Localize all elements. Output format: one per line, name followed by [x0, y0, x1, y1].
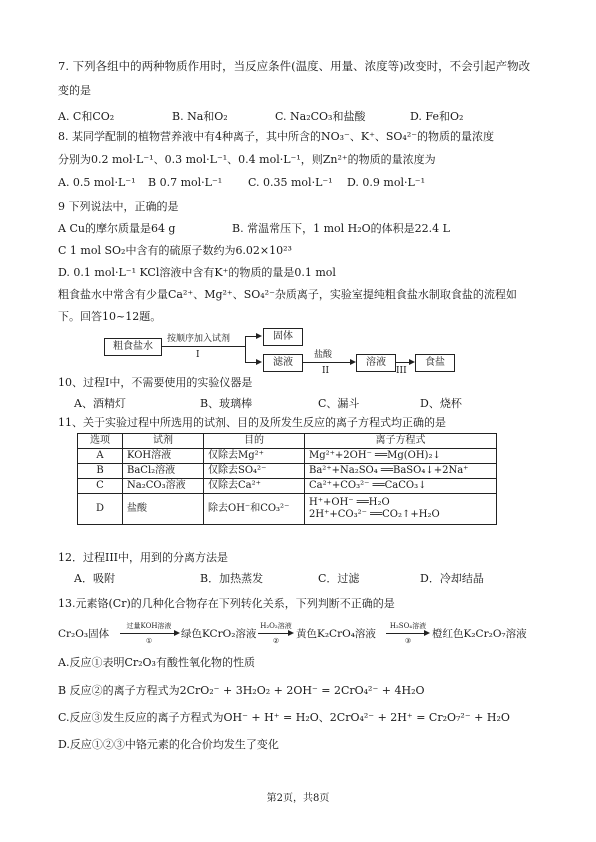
table-cell: 仅除去SO₄²⁻ — [204, 464, 305, 479]
q9-option-a: A Cu的摩尔质量是64 g — [58, 222, 176, 235]
q12-stem: 12．过程III中，用到的分离方法是 — [58, 551, 229, 564]
q12-option-a: A．吸附 — [74, 572, 115, 585]
chain-species-4: 橙红色K₂Cr₂O₇溶液 — [432, 628, 527, 640]
chain-arrowhead-3 — [424, 630, 430, 636]
flow-box-crude-brine: 粗食盐水 — [104, 338, 162, 356]
q12-option-c: C．过滤 — [318, 572, 360, 585]
table-header: 目的 — [204, 434, 305, 449]
chain-condition-2: H₂O₂溶液 — [260, 622, 292, 630]
q9-option-d: D. 0.1 mol·L⁻¹ KCl溶液中含有K⁺的物质的量是0.1 mol — [58, 266, 336, 279]
q7-stem-line2: 变的是 — [58, 84, 91, 97]
q13-stem: 13.元素铬(Cr)的几种化合物存在下列转化关系，下列判断不正确的是 — [58, 597, 395, 610]
flow-arrow-3-step: III — [396, 366, 407, 376]
flow-arrow-1-label: 按顺序加入试剂 — [167, 334, 231, 344]
q10-option-a: A、酒精灯 — [74, 397, 126, 410]
flow-arrow-2-step: II — [322, 366, 330, 376]
table-cell: Ca²⁺+CO₃²⁻ ══CaCO₃↓ — [305, 479, 497, 494]
q10-option-d: D、烧杯 — [420, 397, 462, 410]
table-cell — [305, 494, 497, 525]
q10-option-b: B、玻璃棒 — [200, 397, 253, 410]
flow-arrow-2-label: 盐酸 — [314, 350, 333, 360]
equation-line: 2H⁺+CO₃²⁻ ══CO₂↑+H₂O — [309, 509, 440, 520]
table-cell: D — [78, 494, 123, 525]
q8-option-b: B 0.7 mol·L⁻¹ — [148, 176, 223, 189]
q13-option-a: A.反应①表明Cr₂O₃有酸性氧化物的性质 — [58, 656, 255, 669]
q7-option-a: A. C和CO₂ — [58, 110, 115, 123]
q11-stem: 11、关于实验过程中所选用的试剂、目的及所发生反应的离子方程式均正确的是 — [58, 416, 446, 429]
q10-option-c: C、漏斗 — [318, 397, 360, 410]
flow-arrow-2 — [302, 362, 352, 363]
table-cell: Na₂CO₃溶液 — [123, 479, 204, 494]
q9-stem: 9 下列说法中，正确的是 — [58, 200, 179, 213]
q7-option-c: C. Na₂CO₃和盐酸 — [275, 110, 366, 123]
table-cell: 除去OH⁻和CO₃²⁻ — [204, 494, 305, 525]
chain-species-3: 黄色K₂CrO₄溶液 — [296, 628, 376, 640]
chain-step-1: ① — [145, 637, 153, 645]
q8-option-d: D. 0.9 mol·L⁻¹ — [347, 176, 425, 189]
chain-condition-1: 过量KOH溶液 — [126, 622, 172, 630]
flow-box-solid: 固体 — [263, 328, 303, 346]
q11-table — [77, 433, 497, 525]
q12-option-d: D．冷却结晶 — [420, 572, 484, 585]
intro-line2: 下。回答10~12题。 — [58, 310, 162, 323]
q9-option-b: B. 常温常压下，1 mol H₂O的体积是22.4 L — [232, 222, 450, 235]
flow-branch-line — [245, 336, 246, 362]
intro-line1: 粗食盐水中常含有少量Ca²⁺、Mg²⁺、SO₄²⁻杂质离子，实验室提纯粗食盐水制取食盐的流程如 — [58, 288, 517, 301]
q8-stem-line1: 8. 某同学配制的植物营养液中有4种离子，其中所含的NO₃⁻、K⁺、SO₄²⁻的物质的量浓度 — [58, 130, 495, 143]
chain-arrowhead-1 — [174, 630, 180, 636]
chain-species-1: Cr₂O₃固体 — [58, 628, 110, 640]
flow-box-salt: 食盐 — [415, 354, 455, 372]
equation-line: H⁺+OH⁻ ══H₂O — [309, 497, 390, 508]
q7-stem-line1: 7. 下列各组中的两种物质作用时，当反应条件(温度、用量、浓度等)改变时，不会引起产物改 — [58, 59, 531, 73]
table-cell: 盐酸 — [123, 494, 204, 525]
q8-stem-line2: 分别为0.2 mol·L⁻¹、0.3 mol·L⁻¹、0.4 mol·L⁻¹，则Zn²⁺的物质的量浓度为 — [58, 153, 436, 166]
table-cell: Ba²⁺+Na₂SO₄ ══BaSO₄↓+2Na⁺ — [305, 464, 497, 479]
table-cell: B — [78, 464, 123, 479]
table-header-row — [78, 434, 497, 449]
chain-arrow-2 — [258, 633, 290, 634]
q7-option-d: D. Fe和O₂ — [410, 110, 464, 123]
table-cell: A — [78, 449, 123, 464]
table-cell: Mg²⁺+2OH⁻ ══Mg(OH)₂↓ — [305, 449, 497, 464]
q13-option-b: B 反应②的离子方程式为2CrO₂⁻ + 3H₂O₂ + 2OH⁻ = 2CrO₄²⁻ + 4H₂O — [58, 684, 425, 697]
chain-condition-3: H₂SO₄溶液 — [389, 622, 427, 630]
flow-arrow-1 — [161, 346, 245, 347]
table-row — [78, 494, 497, 525]
flow-box-filtrate: 滤液 — [263, 354, 303, 372]
flow-box-solution: 溶液 — [356, 354, 396, 372]
table-header: 试剂 — [123, 434, 204, 449]
table-header: 离子方程式 — [305, 434, 497, 449]
chain-species-2: 绿色KCrO₂溶液 — [181, 628, 257, 640]
chain-arrow-3 — [386, 633, 426, 634]
q9-option-c: C 1 mol SO₂中含有的硫原子数约为6.02×10²³ — [58, 244, 292, 257]
flow-arrowhead-upper — [256, 333, 262, 339]
table-row — [78, 449, 497, 464]
q10-stem: 10、过程Ⅰ中，不需要使用的实验仪器是 — [58, 376, 253, 389]
table-cell: 仅除去Mg²⁺ — [204, 449, 305, 464]
table-cell: BaCl₂溶液 — [123, 464, 204, 479]
flow-arrow-1-step: I — [196, 350, 200, 360]
chain-step-2: ② — [272, 637, 280, 645]
flow-arrowhead-lower — [256, 359, 262, 365]
q7-option-b: B. Na和O₂ — [172, 110, 228, 123]
chain-arrow-1 — [120, 633, 176, 634]
table-row — [78, 479, 497, 494]
table-cell: 仅除去Ca²⁺ — [204, 479, 305, 494]
page-footer: 第2页，共8页 — [266, 793, 330, 804]
chain-step-3: ③ — [404, 637, 412, 645]
q12-option-b: B．加热蒸发 — [200, 572, 264, 585]
chain-arrowhead-2 — [288, 630, 294, 636]
q13-option-d: D.反应①②③中铬元素的化合价均发生了变化 — [58, 738, 279, 751]
q8-option-c: C. 0.35 mol·L⁻¹ — [248, 176, 333, 189]
q8-option-a: A. 0.5 mol·L⁻¹ — [58, 176, 136, 189]
table-header: 选项 — [78, 434, 123, 449]
table-row — [78, 464, 497, 479]
table-cell: KOH溶液 — [123, 449, 204, 464]
q13-option-c: C.反应③发生反应的离子方程式为OH⁻ + H⁺ = H₂O、2CrO₄²⁻ + 2H⁺ = Cr₂O₇²⁻ + H₂O — [58, 711, 510, 724]
table-cell: C — [78, 479, 123, 494]
